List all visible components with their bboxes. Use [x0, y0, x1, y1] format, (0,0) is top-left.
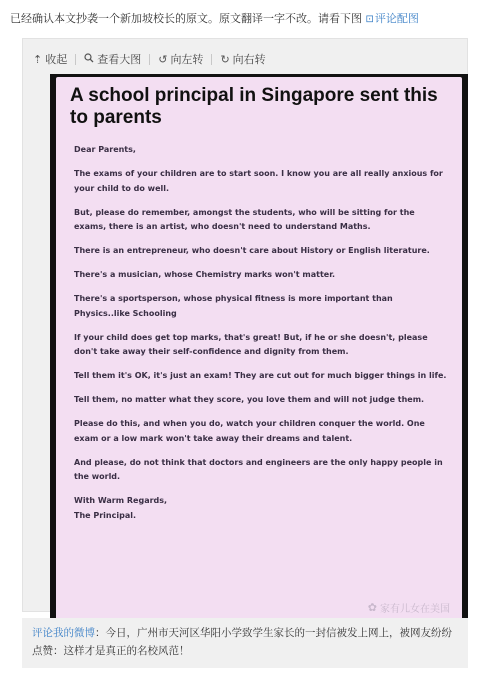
letter-paragraph: If your child does get top marks, that's great! But, if he or she doesn't, please don't take away their self-confidence and dignity from them.	[74, 332, 428, 356]
image-caption	[22, 618, 468, 668]
divider	[75, 54, 76, 65]
letter-paragraph: There's a sportsperson, whose physical fitness is more important than Physics..like Schooling	[74, 294, 393, 318]
letter-paragraph: Tell them it's OK, it's just an exam! They are cut out for much bigger things in life.	[74, 371, 447, 380]
rotate-right-label: 向右转	[232, 53, 266, 66]
collapse-label: 收起	[45, 53, 68, 66]
letter-signature: The Principal.	[74, 510, 136, 520]
intro-text	[10, 10, 470, 29]
letter-paragraph: Tell them, no matter what they score, you love them and will not judge them.	[74, 395, 425, 404]
caption-text: ：今日，广州市天河区华阳小学致学生家长的一封信被发上网上，被网友纷纷点赞：这样才是真正的名校风范！	[32, 627, 452, 657]
letter-poster	[56, 77, 462, 629]
letter-paragraph: Please do this, and when you do, watch your children conquer the world. One exam or a low mark won't take away their dreams and talent.	[74, 419, 425, 443]
attached-image[interactable]	[50, 74, 468, 632]
watermark-text: 家有儿女在美国	[380, 604, 450, 615]
collapse-button[interactable]	[33, 51, 67, 67]
rotate-right-button[interactable]	[220, 51, 265, 67]
letter-paragraph: There is an entrepreneur, who doesn't care about History or English literature.	[74, 246, 430, 255]
image-card	[22, 38, 468, 615]
poster-title: A school principal in Singapore sent this to parents	[70, 85, 438, 128]
comment-image-link[interactable]	[366, 12, 419, 25]
intro-sentence: 已经确认本文抄袭一个新加坡校长的原文。原文翻译一字不改。请看下图	[10, 12, 362, 25]
rotate-left-button[interactable]	[158, 51, 203, 67]
rotate-left-label: 向左转	[170, 53, 204, 66]
letter-paragraph: The exams of your children are to start soon. I know you are all really anxious for your child to do well.	[74, 169, 443, 193]
letter-signoff: With Warm Regards,	[74, 496, 168, 505]
letter-paragraph: But, please do remember, amongst the students, who will be sitting for the exams, there is an artist, who doesn't need to understand Maths.	[74, 207, 415, 231]
view-large-button[interactable]	[84, 51, 141, 67]
watermark	[368, 600, 450, 615]
comment-image-link-label: 评论配图	[374, 12, 419, 25]
divider	[149, 54, 150, 65]
view-large-label: 查看大图	[97, 53, 142, 66]
caption-source-link[interactable]: 评论我的微博	[32, 627, 95, 639]
letter-paragraph: And please, do not think that doctors and engineers are the only happy people in the world.	[74, 457, 443, 481]
letter-body	[74, 143, 448, 523]
wechat-icon: ✿	[367, 601, 377, 614]
divider	[211, 54, 212, 65]
letter-paragraph: Dear Parents,	[74, 145, 136, 154]
magnifier-icon	[84, 53, 94, 66]
letter-paragraph: There's a musician, whose Chemistry marks won't matter.	[74, 270, 336, 279]
rotate-right-icon: ↻	[220, 52, 230, 66]
collapse-icon: ⇡	[33, 52, 43, 66]
image-toolbar	[33, 51, 266, 67]
image-icon: ⊡	[365, 14, 374, 25]
rotate-left-icon: ↺	[158, 52, 168, 66]
